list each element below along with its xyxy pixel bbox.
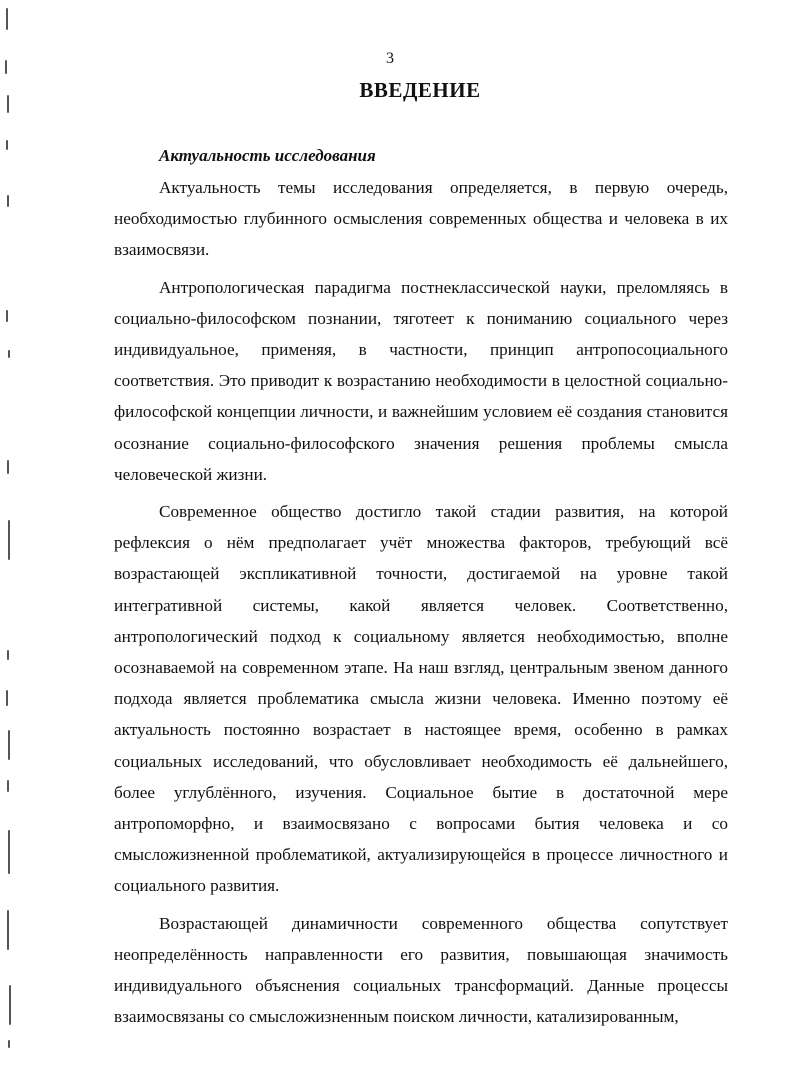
paragraph-3: Современное общество достигло такой стадии развития, на которой рефлексия о нём предполагает учёт множества факторов, требующий всё возрастающей экспликативной точности, достигаемой на уровне такой интегративной системы, какой является человек. Соответственно, антропологический подход к социальному является необходимостью, вполне осознаваемой на современном этапе. На наш взгляд, центральным звеном данного подхода является проблематика смысла жизни человека. Именно поэтому её актуальность постоянно возрастает в настоящее время, особенно в рамках социальных исследований, что обусловливает необходимость её дальнейшего, более углублённого, изучения. Социальное бытие в достаточной мере антропоморфно, и взаимосвязано с вопросами бытия человека и со смысложизненной проблематикой, актуализирующейся в процессе личностного и социального развития. xyxy=(114,502,728,896)
scan-mark xyxy=(8,520,10,560)
scan-mark xyxy=(7,460,9,474)
scan-mark xyxy=(7,195,9,207)
scan-edge-marks xyxy=(2,0,16,1068)
subsection-heading: Актуальность исследования xyxy=(159,146,376,165)
scan-mark xyxy=(8,830,10,874)
scan-mark xyxy=(9,985,11,1025)
scan-mark xyxy=(6,310,8,322)
scan-mark xyxy=(7,910,9,950)
paragraph-2: Антропологическая парадигма постнеклассической науки, преломляясь в социально-философском познании, тяготеет к пониманию социального через индивидуальное, применяя, в частности, принцип антропосоциального соответствия. Это приводит к возрастанию необходимости в целостной социально-философской концепции личности, и важнейшим условием её создания становится осознание социально-философского значения решения проблемы смысла человеческой жизни. xyxy=(114,277,728,484)
paragraph-4: Возрастающей динамичности современного общества сопутствует неопределённость направленности его развития, повышающая значимость индивидуального объяснения социальных трансформаций. Данные процессы взаимосвязаны со смысложизненным поиском личности, катализированным, xyxy=(114,913,728,1027)
body-text xyxy=(114,172,728,1038)
scan-mark xyxy=(6,8,8,30)
scan-mark xyxy=(6,690,8,706)
scan-mark xyxy=(7,650,9,660)
scan-mark xyxy=(8,1040,10,1048)
paragraph-1: Актуальность темы исследования определяется, в первую очередь, необходимостью глубинного осмысления современных общества и человека в их взаимосвязи. xyxy=(114,178,728,260)
scan-mark xyxy=(8,730,10,760)
scan-mark xyxy=(8,350,10,358)
section-heading: ВВЕДЕНИЕ xyxy=(359,78,481,102)
scan-mark xyxy=(7,780,9,792)
scan-mark xyxy=(6,140,8,150)
page-number: 3 xyxy=(386,50,394,67)
